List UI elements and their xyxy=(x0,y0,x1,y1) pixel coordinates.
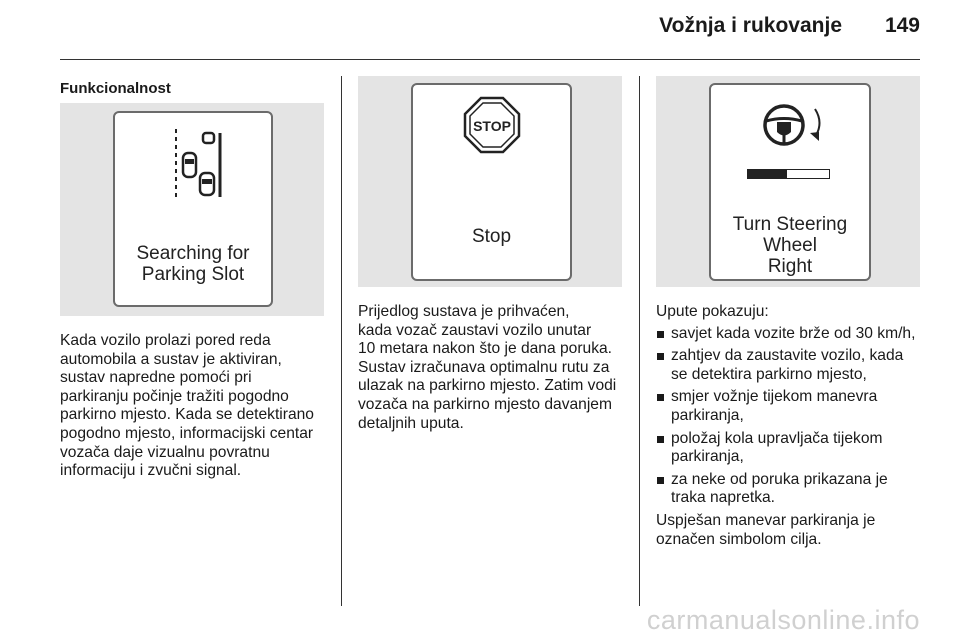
section-heading-wrap xyxy=(60,80,330,99)
text-line: za neke od poruka prikazana je xyxy=(671,470,888,488)
text-line: položaj kola upravljača tijekom xyxy=(671,429,883,447)
text-line: detaljnih uputa. xyxy=(358,414,464,432)
text-line: kada vozač zaustavi vozilo unutar xyxy=(358,321,592,339)
text-line: vozača na parkirno mjesto davanjem xyxy=(358,395,612,413)
text-line: automobila a sustav je aktiviran, xyxy=(60,350,282,368)
list-item xyxy=(656,471,936,508)
text-line: informaciju i zvučni signal. xyxy=(60,462,242,480)
stop-sign-text: STOP xyxy=(473,118,511,134)
list-item xyxy=(656,388,936,425)
text-line: traka napretka. xyxy=(671,489,776,507)
display-line: Searching for xyxy=(136,243,250,264)
text-line: parkiranja, xyxy=(671,448,744,466)
text-line: Uspješan manevar parkiranja je xyxy=(656,511,876,529)
text-line: Sustav izračunava optimalnu rutu za xyxy=(358,358,610,376)
text-line: označen simbolom cilja. xyxy=(656,530,822,548)
text-line: smjer vožnje tijekom manevra xyxy=(671,388,878,406)
header-divider xyxy=(60,59,920,60)
column-divider xyxy=(639,76,640,606)
progress-bar xyxy=(747,169,830,179)
text-line: ulazak na parkirno mjesto. Zatim vodi xyxy=(358,377,617,395)
instructions-block xyxy=(656,303,936,549)
list-item xyxy=(656,430,936,467)
text-line: zahtjev da zaustavite vozilo, kada xyxy=(671,347,904,365)
column-divider xyxy=(341,76,342,606)
display-message xyxy=(115,243,271,285)
text-line: Prijedlog sustava je prihvaćen, xyxy=(358,303,570,320)
text-line: parkiranju počinje tražiti pogodno xyxy=(60,387,289,405)
parking-slot-cars-icon xyxy=(115,113,271,213)
text-line: Kada vozilo prolazi pored reda xyxy=(60,332,271,349)
display-message xyxy=(711,214,869,277)
section-heading: Funkcionalnost xyxy=(60,80,171,97)
display-panel-steering xyxy=(709,83,871,281)
watermark: carmanualsonline.info xyxy=(646,605,920,635)
display-panel-stop xyxy=(411,83,572,281)
text-line: 10 metara nakon što je dana poruka. xyxy=(358,340,612,358)
display-panel-searching xyxy=(113,111,273,307)
list-item xyxy=(656,325,936,344)
display-line: Right xyxy=(767,256,813,277)
page-title: Vožnja i rukovanje xyxy=(659,14,842,37)
paragraph-stop xyxy=(358,303,633,433)
closing-text xyxy=(656,512,936,549)
text-line: savjet kada vozite brže od 30 km/h, xyxy=(671,324,916,342)
display-line: Wheel xyxy=(763,235,817,256)
instructions-list xyxy=(656,325,936,508)
display-line: Turn Steering xyxy=(732,214,848,235)
text-line: parkirno mjesto. Kada se detektirano xyxy=(60,406,314,424)
display-line: Parking Slot xyxy=(141,264,245,285)
text-line: parkiranja, xyxy=(671,406,744,424)
instructions-intro: Upute pokazuju: xyxy=(656,303,769,320)
display-line: Stop xyxy=(471,226,512,247)
stop-sign-icon xyxy=(413,85,570,185)
text-line: vozača daje vizualnu povratnu xyxy=(60,443,270,461)
page-number: 149 xyxy=(884,14,920,37)
text-line: pogodno mjesto, informacijski centar xyxy=(60,424,314,442)
text-line: se detektira parkirno mjesto, xyxy=(671,365,867,383)
paragraph-function xyxy=(60,332,335,481)
text-line: sustav napredne pomoći pri xyxy=(60,369,252,387)
list-item xyxy=(656,347,936,384)
display-message xyxy=(413,226,570,247)
progress-bar-fill xyxy=(748,170,787,178)
